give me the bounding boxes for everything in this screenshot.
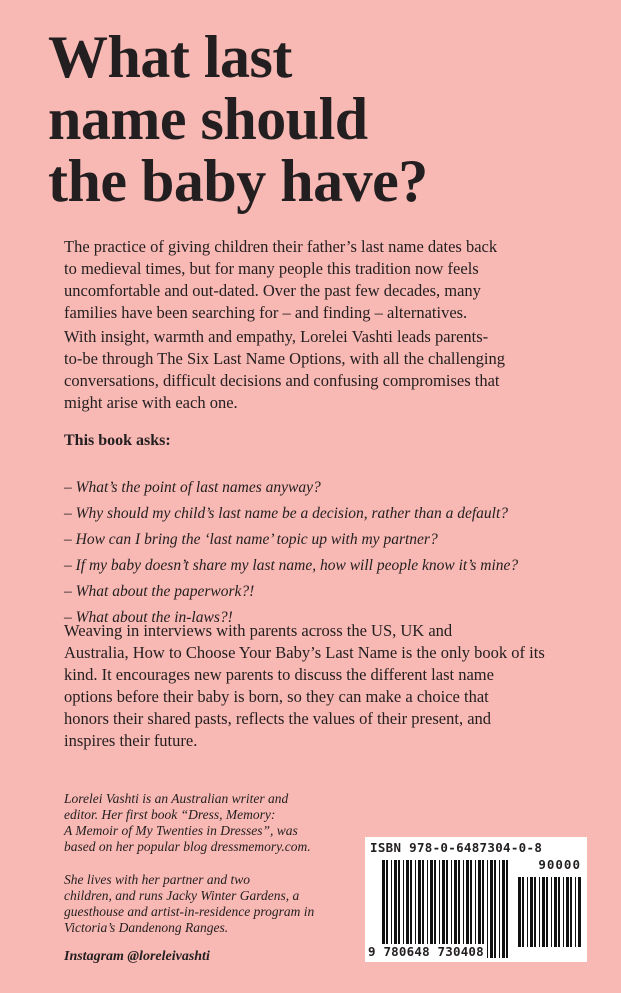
- text-line: options before their baby is born, so they can make a choice that: [64, 687, 489, 706]
- barcode-bar: [546, 877, 548, 947]
- barcode-bar: [534, 877, 536, 947]
- barcode-number: 9 780648 730408: [368, 944, 484, 959]
- closing-paragraph: [64, 620, 545, 752]
- barcode-bar: [542, 877, 545, 947]
- barcode-bar: [566, 877, 569, 947]
- text-line: to-be through The Six Last Name Options, with all the challenging: [64, 349, 505, 368]
- text-line: With insight, warmth and empathy, Lorelei Vashti leads parents-: [64, 327, 489, 346]
- barcode-bar: [494, 860, 496, 958]
- text-line: Australia, How to Choose Your Baby’s Last Name is the only book of its: [64, 643, 545, 662]
- text-line: kind. It encourages new parents to discuss the different last name: [64, 665, 494, 684]
- barcode-bar: [530, 877, 533, 947]
- text-line: based on her popular blog dressmemory.com.: [64, 839, 311, 854]
- text-line: to medieval times, but for many people this tradition now feels: [64, 259, 479, 278]
- barcode-bar: [490, 860, 493, 958]
- question-item: – How can I bring the ‘last name’ topic up with my partner?: [64, 531, 438, 548]
- barcode-bar: [578, 877, 581, 947]
- barcode-bar: [522, 877, 524, 947]
- barcode-bar: [558, 877, 560, 947]
- intro-paragraph: [64, 236, 497, 324]
- text-line: guesthouse and artist-in-residence program in: [64, 904, 315, 919]
- title-line: name should: [48, 86, 368, 152]
- isbn-barcode: [365, 837, 587, 962]
- title-line: What last: [48, 24, 292, 90]
- text-line: A Memoir of My Twenties in Dresses”, was: [64, 823, 298, 838]
- instagram-handle: Instagram @loreleivashti: [64, 949, 210, 964]
- barcode-bar: [502, 860, 505, 958]
- isbn-label: ISBN 978-0-6487304-0-8: [370, 840, 543, 855]
- summary-paragraph: [64, 326, 505, 414]
- questions-list: [64, 477, 518, 633]
- barcode-bar: [554, 877, 557, 947]
- barcode-bar: [518, 877, 521, 947]
- text-line: might arise with each one.: [64, 393, 238, 412]
- text-line: children, and runs Jacky Winter Gardens, a: [64, 888, 300, 903]
- title-line: the baby have?: [48, 148, 428, 214]
- text-line: The practice of giving children their father’s last name dates back: [64, 237, 498, 256]
- text-line: families have been searching for – and finding – alternatives.: [64, 303, 468, 322]
- barcode-bar: [539, 877, 540, 947]
- asks-heading: This book asks:: [64, 432, 171, 449]
- barcode-bar: [499, 860, 500, 958]
- question-item: – Why should my child’s last name be a decision, rather than a default?: [64, 505, 508, 522]
- text-line: honors their shared pasts, reflects the values of their present, and: [64, 709, 492, 728]
- barcode-bar: [563, 877, 564, 947]
- text-line: Victoria’s Dandenong Ranges.: [64, 920, 229, 935]
- barcode-bar: [527, 877, 528, 947]
- question-item: – What’s the point of last names anyway?: [64, 479, 321, 496]
- question-item: – What about the in-laws?!: [64, 609, 233, 626]
- author-bio-2: [64, 872, 314, 936]
- text-line: She lives with her partner and two: [64, 872, 250, 887]
- barcode-bar: [506, 860, 508, 958]
- author-bio: [64, 791, 311, 855]
- barcode-bar: [570, 877, 572, 947]
- text-line: inspires their future.: [64, 731, 198, 750]
- text-line: Weaving in interviews with parents across the US, UK and: [64, 621, 453, 640]
- text-line: Lorelei Vashti is an Australian writer and: [64, 791, 289, 806]
- question-item: – What about the paperwork?!: [64, 583, 255, 600]
- question-item: – If my baby doesn’t share my last name, how will people know it’s mine?: [64, 557, 519, 574]
- barcode-bar: [487, 860, 488, 958]
- barcode-bar: [575, 877, 576, 947]
- price-code: 90000: [538, 857, 581, 872]
- text-line: uncomfortable and out-dated. Over the past few decades, many: [64, 281, 481, 300]
- barcode-bar: [551, 877, 552, 947]
- text-line: conversations, difficult decisions and confusing compromises that: [64, 371, 500, 390]
- book-title: [48, 26, 428, 212]
- text-line: editor. Her first book “Dress, Memory:: [64, 807, 276, 822]
